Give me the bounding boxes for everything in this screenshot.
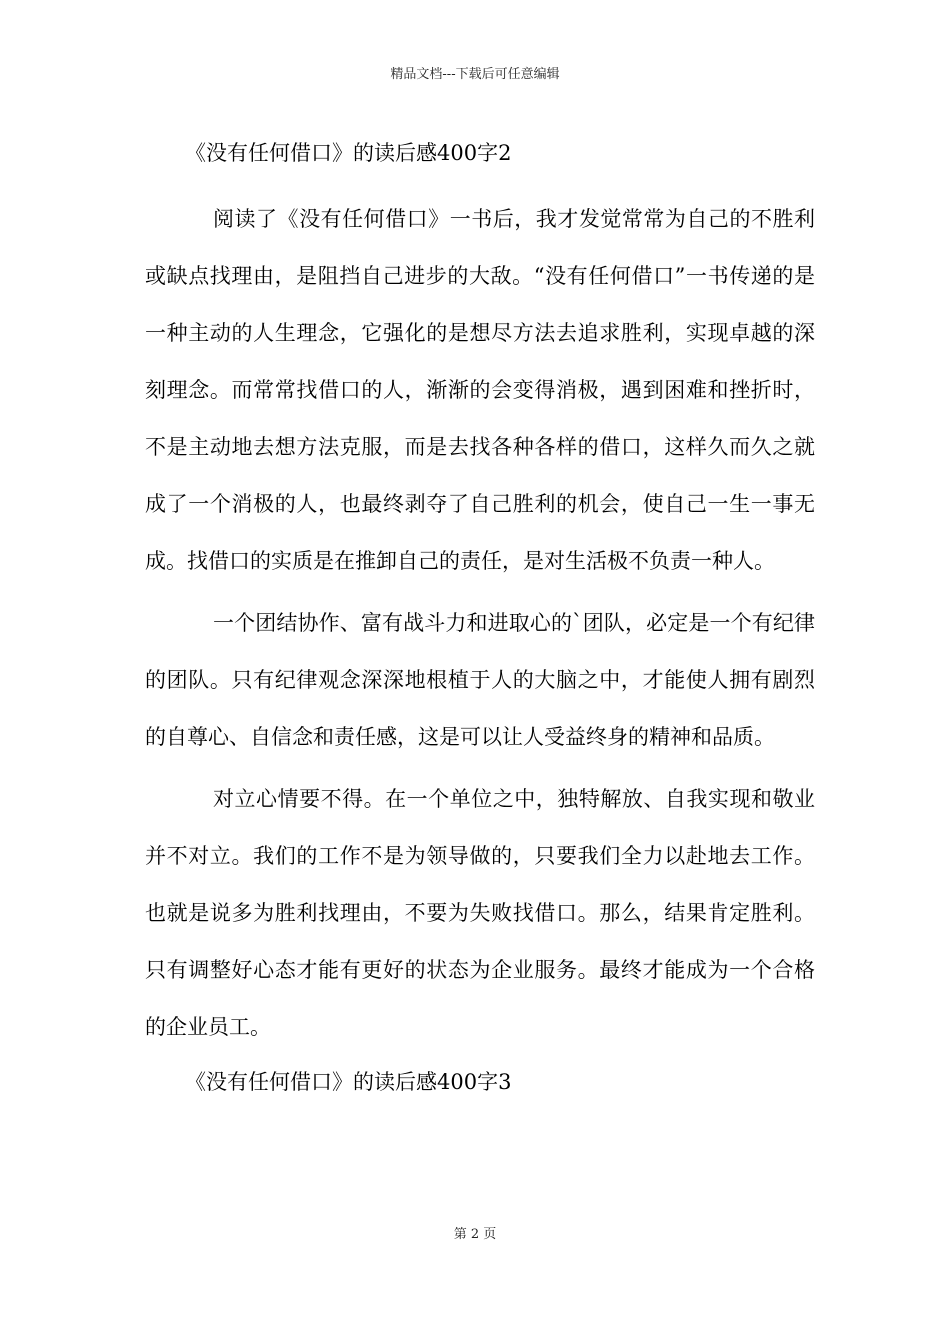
paragraph-2: 一个团结协作、富有战斗力和进取心的`团队，必定是一个有纪律的团队。只有纪律观念深深地根植于人的大脑之中，才能使人拥有剧烈的自尊心、自信念和责任感，这是可以让人受益终身的精神和品质。 bbox=[145, 611, 815, 749]
paragraph-3: 对立心情要不得。在一个单位之中，独特解放、自我实现和敬业并不对立。我们的工作不是为领导做的，只要我们全力以赴地去工作。也就是说多为胜利找理由，不要为失败找借口。那么，结果肯定胜利。只有调整好心态才能有更好的状态为企业服务。最终才能成为一个合格的企业员工。 bbox=[145, 787, 815, 1039]
section-heading-2: 《没有任何借口》的读后感400字2 bbox=[185, 141, 512, 165]
document-body bbox=[145, 133, 815, 1120]
page-header: 精品文档---下载后可任意编辑 bbox=[390, 67, 560, 82]
paragraph-1: 阅读了《没有任何借口》一书后，我才发觉常常为自己的不胜利或缺点找理由，是阻挡自己进步的大敌。“没有任何借口”一书传递的是一种主动的人生理念，它强化的是想尽方法去追求胜利，实现卓越的深刻理念。而常常找借口的人，渐渐的会变得消极，遇到困难和挫折时，不是主动地去想方法克服，而是去找各种各样的借口，这样久而久之就成了一个消极的人，也最终剥夺了自己胜利的机会，使自己一生一事无成。找借口的实质是在推卸自己的责任，是对生活极不负责一种人。 bbox=[145, 207, 815, 573]
page-footer: 第 2 页 bbox=[453, 1227, 497, 1242]
section-heading-3: 《没有任何借口》的读后感400字3 bbox=[185, 1070, 512, 1094]
